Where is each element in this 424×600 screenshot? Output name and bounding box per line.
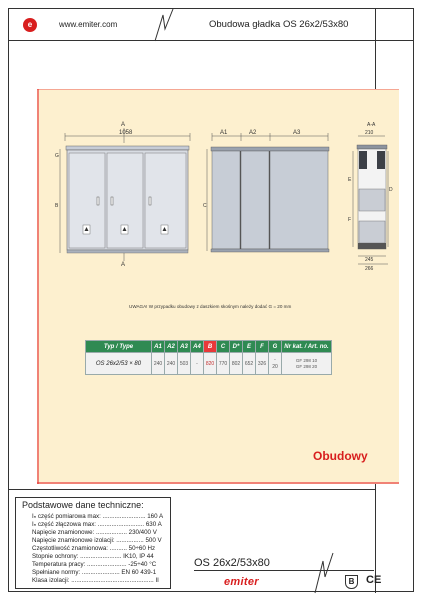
col-type: Typ / Type [86, 341, 152, 353]
technical-specs-box [15, 497, 171, 589]
spec-line: Spełniane normy: ...................... EN 60 439-1 [32, 569, 157, 576]
cell-a1: 240 [152, 353, 165, 375]
dim-a2-label: A2 [249, 130, 257, 136]
section-view-drawing [348, 122, 393, 272]
section-divider [9, 489, 375, 490]
col-d: D* [230, 341, 243, 353]
spec-line: Stopnie ochrony: ........................ IK10, IP 44 [32, 553, 154, 560]
section-top-dim: 210 [365, 130, 374, 136]
col-e: E [243, 341, 256, 353]
zigzag-divider-icon [309, 549, 339, 593]
page-title: Obudowa gładka OS 26x2/53x80 [209, 19, 349, 30]
installation-note: UWAGA! W przypadku obudowy z daszkiem skośnym należy dodać G = 20 mm [129, 304, 292, 309]
side-view-drawing [203, 130, 329, 252]
col-c: C [217, 341, 230, 353]
col-art-no: Nr kat. / Art. no. [282, 341, 332, 353]
spec-line: Klasa izolacji: ................................................ II [32, 577, 159, 584]
zigzag-divider-icon [149, 9, 179, 41]
section-e-label: E [348, 177, 352, 183]
website-url[interactable]: www.emiter.com [59, 20, 118, 29]
spec-line: Napięcie znamionowe izolacji: ................ 500 V [32, 537, 162, 544]
cell-art-no [282, 353, 332, 375]
page-header [9, 9, 413, 41]
col-a4: A4 [191, 341, 204, 353]
front-g-label: G [55, 153, 59, 159]
col-g: G [269, 341, 282, 353]
category-label: Obudowy [313, 449, 368, 463]
spec-line: Iₙ część złączowa max: ........................... 630 A [32, 521, 162, 528]
section-a-top-label: A [121, 122, 126, 128]
cell-a2: 240 [165, 353, 178, 375]
front-height-label: B [55, 203, 59, 209]
section-d-label: D [389, 187, 393, 193]
spec-line: Napięcie znamionowe: .................. 230/400 V [32, 529, 157, 536]
section-bottom-dim-1: 245 [365, 257, 374, 263]
art-no-1: GF 298 10 [295, 357, 318, 363]
art-no-2: GF 298 20 [295, 363, 318, 369]
table-header-row [86, 341, 332, 353]
model-underline [194, 570, 374, 571]
table-row [86, 353, 332, 375]
cell-type: OS 26x2/53 × 80 [86, 353, 152, 375]
spec-line: Temperatura pracy: ....................... -25÷40 °C [32, 561, 157, 568]
cell-d: 802 [230, 353, 243, 375]
specs-title: Podstawowe dane techniczne: [22, 500, 144, 510]
section-f-label: F [348, 217, 352, 223]
panel-border-left [37, 89, 39, 484]
spec-line: Iₙ część pomiarowa max: ......................... 160 A [32, 513, 164, 520]
col-a3: A3 [178, 341, 191, 353]
front-width-label: 1058 [119, 130, 133, 136]
model-name: OS 26x2/53x80 [194, 557, 270, 569]
brand-logo: emiter [224, 576, 259, 588]
cell-g: - 20 [269, 353, 282, 375]
col-b: B [204, 341, 217, 353]
dim-c-label: C [203, 203, 207, 209]
section-title: A-A [367, 122, 376, 128]
panel-border-top [37, 89, 399, 90]
col-a2: A2 [165, 341, 178, 353]
section-a-bottom-label: A [121, 262, 126, 268]
col-f: F [256, 341, 269, 353]
section-bottom-dim-2: 266 [365, 266, 374, 272]
catalog-sheet [8, 8, 414, 592]
cell-a3: 503 [178, 353, 191, 375]
cell-c: 770 [217, 353, 230, 375]
cell-e: 652 [243, 353, 256, 375]
dimensions-table [85, 340, 332, 375]
spec-line: Częstotliwość znamionowa: .......... 50÷60 Hz [32, 545, 156, 552]
dim-a1-label: A1 [220, 130, 228, 136]
b-certificate-icon: B [345, 575, 358, 589]
cell-b: 820 [204, 353, 217, 375]
col-a1: A1 [152, 341, 165, 353]
dim-a3-label: A3 [293, 130, 301, 136]
cell-a4: - [191, 353, 204, 375]
technical-drawings [45, 122, 395, 279]
ce-mark-icon: CE [366, 574, 382, 586]
front-view-drawing [55, 122, 190, 268]
panel-border-bottom [37, 482, 399, 484]
cell-f: 326 [256, 353, 269, 375]
emiter-logo-icon: e [23, 18, 37, 32]
